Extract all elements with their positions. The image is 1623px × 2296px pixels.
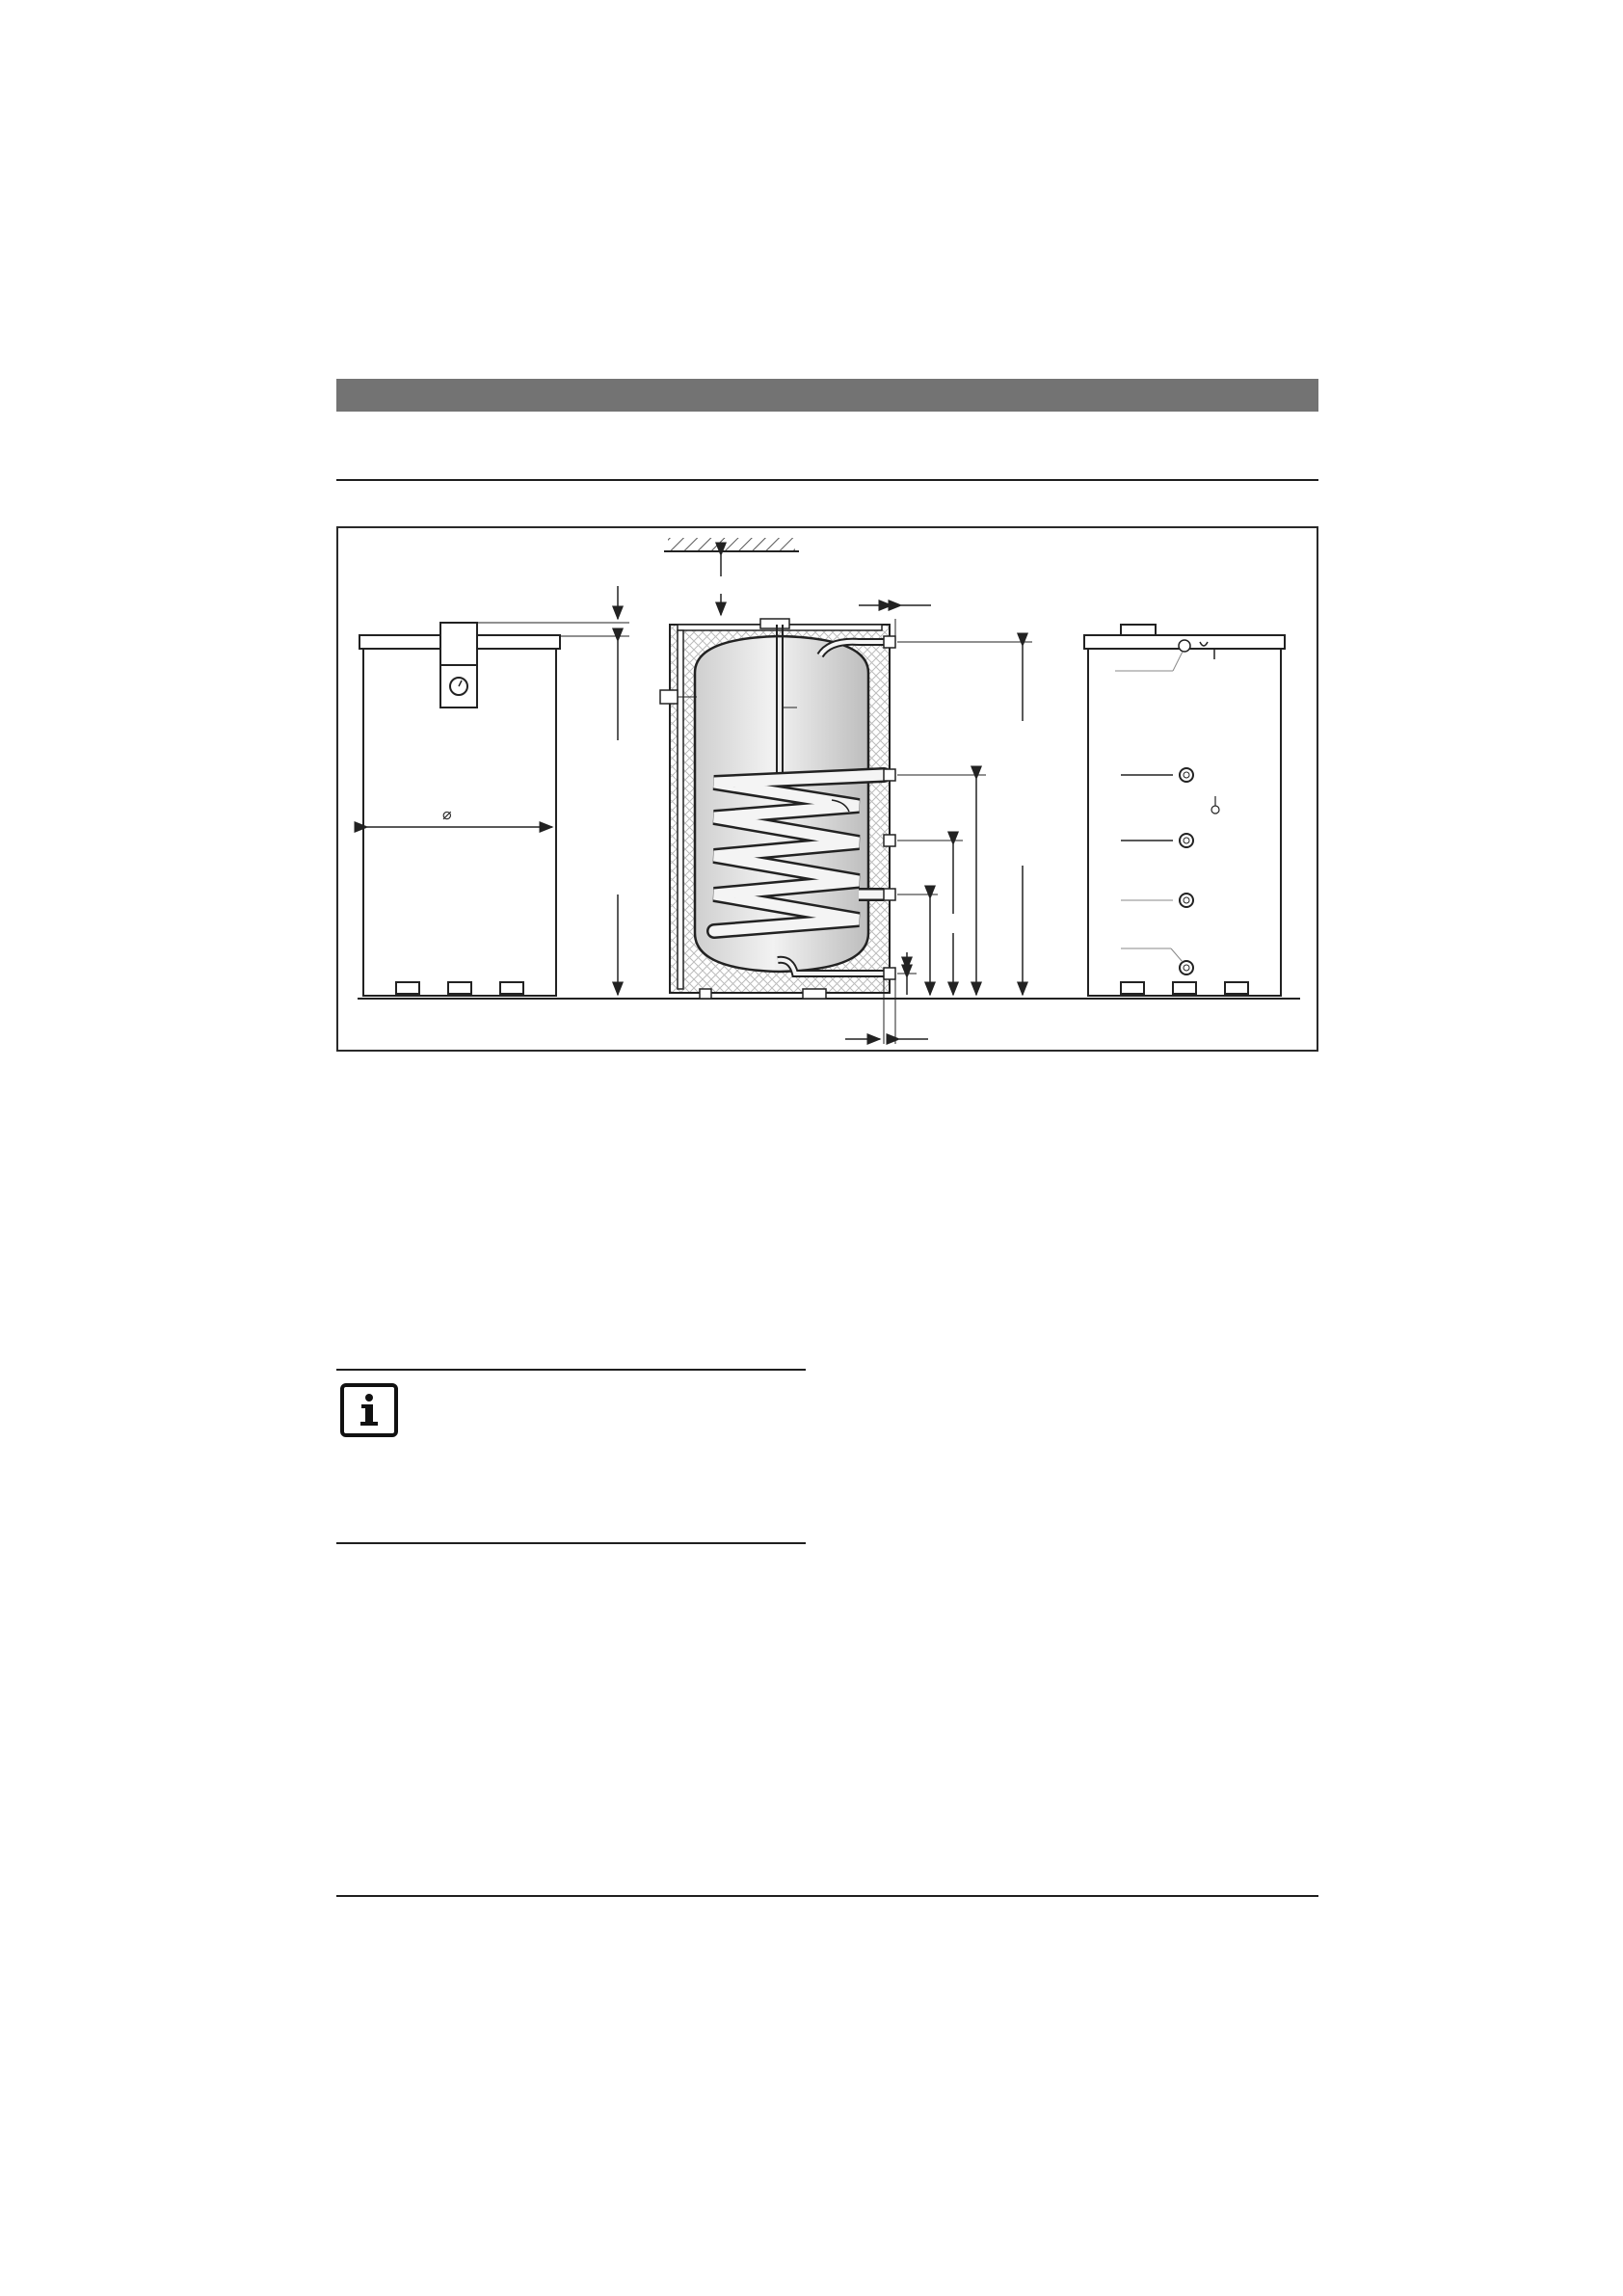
- right-view-tank: [1084, 625, 1285, 996]
- ceiling-hatch: [664, 538, 799, 615]
- center-section-tank: [660, 605, 1032, 1044]
- header-rule: [336, 479, 1318, 481]
- tank-dimension-figure: [336, 526, 1318, 1052]
- header-bar: [336, 379, 1318, 412]
- info-note-bottom-rule: [336, 1542, 806, 1544]
- diameter-label: ⌀: [442, 805, 452, 823]
- info-icon: [340, 1383, 398, 1437]
- info-note-top-rule: [336, 1369, 806, 1371]
- footer-rule: [336, 1895, 1318, 1897]
- left-view-tank: [359, 586, 629, 996]
- tank-drawing: [338, 528, 1320, 1054]
